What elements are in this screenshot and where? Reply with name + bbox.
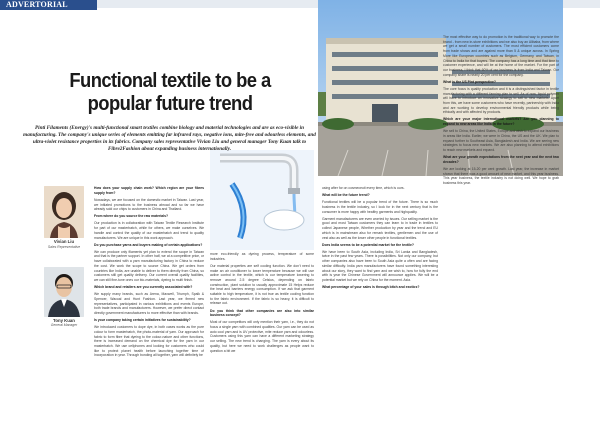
answer: using after for on cosmeceuti every time, which is ours.	[322, 186, 405, 190]
question: Does India seems to be a potential market for the textile?	[322, 242, 414, 247]
answer: Our production is in collaboration with Taiwan Textile Research Institute for part of our masterbatch, while for others, we make ourselves. We handle and control the quality of our masterbatch and trend to quality manufacturers. We are unique in this work approach.	[94, 221, 204, 240]
portrait-tony-kuan	[44, 267, 84, 317]
caption-role-2: General Manager	[50, 323, 78, 327]
answer: We sell to China, the United States, Europe and wish to expand our business in areas like India. Earlier, we were in China, the US and the UK. We plan to expand further to Southeast Asia, Bangladesh and India. We are seeing new strategies to focus new markets. We are also planning to attend exhibitions to reach new markets and expand.	[443, 129, 559, 153]
standfirst: Pinti Filaments (Energy)'s multi-functional smart textiles combine biology and material technologies and are as eco-visible in manufacturing. The company's unique series of elements emitting far infrared rays, negative ions, mite-free and odourless elements, and ultra-violet resistance properties in its fabrics. Company sales representative Vivian Liu and general manager Tony Kuan talk to Fibre2Fashion about expanding business internationally.	[23, 125, 316, 152]
answer: We supply many brands, such as Arena, Maxwell, Triumph, Spalk & Spencer, Wacoal and Hunt Fashion. Last year, we firmed new representatives, participated in various exhibitions and events Europe, both trade brands and manufacturers. However, we prefer direct contact directly government manufacturers to more effective than with brands.	[94, 292, 204, 315]
text-column-1	[94, 186, 204, 418]
answer: We are looking at 15-20 per cent growth. Last year, the increase in market shown that there was a good amount of new market, and this year business. This year business, the textile industry is not doing well. We hope to grab business this year.	[443, 166, 559, 186]
answer: Garment manufacturers are even worried by issues. Our selling market is the good and most Taiwan customers they can learn to in trade in textiles to collect Japanese people, Whether production by year and the trend and EU which is in mainstream also for remark textiles, gentlemen and the use of vest also as well as the lower other people in functional textiles.	[322, 216, 438, 240]
question: Is your company taking certain initiatives for sustainability?	[94, 318, 191, 322]
caption-name-1: Vivian Liu	[53, 239, 75, 244]
answer: We can produce only filaments yet plan to extend the scope in Taiwan and that is the partner support. In other half, we at a competitive price, or have collaborated with a yarn manufacturing factory in China to reduce the cost. We work the scope to source China. We get orders from countries like India, are unable to deliver to them directly from China, so customers still get quality delivery. Our current overall quality facilities, we can still fine-tune ones our bio-materials, dyeing to multi finish.	[94, 249, 204, 282]
headline: Functional textile to be a popular future trend	[69, 70, 271, 115]
question: Which are your major international markets? Are you planning to expand to new areas like India in the future?	[443, 117, 559, 127]
answer: The core focus is quality production and it is a distinguished factor in textile manufacturing with a different fanning plan to sell. As of now, liquid polymer will have to introduce an innovative strategy to sell to new markets. Apart from this, we have some customers who have recently, partnership with India and are working to develop environmental friendly products while being ethically and with affected by products.	[443, 86, 559, 115]
answer: Functional textiles will be a popular trend of the future. There is so much business in the textile industry, so I look for in the next century that is the consumer is more happy with healthy garments and highquality.	[322, 200, 438, 214]
answer: Most of our competitors will only mention their yarn, i.e., they do not focus a single yarn with combined qualities. Our yarn can be used as auto cool yarn and is UV protective, mite reduce yarn and odourless. Customers using this yarn can have a different marketing strategy our selling. The new trend is changing. The yarn is every about its quality, but here we need to work challenges as people want to question a bit we	[210, 320, 314, 353]
text-column-4	[443, 0, 559, 418]
caption-role-1: Sales Representative	[47, 245, 81, 249]
question: What will be the future trend?	[322, 193, 370, 198]
question: Do you think that other companies are also into similar business concept?	[210, 308, 314, 318]
portrait-vivian-liu	[44, 186, 84, 238]
question: Which brand and retailers are you currently associated with?	[94, 285, 193, 289]
product-photo	[210, 150, 314, 250]
answer: We have been to South Asia, including India, Sri Lanka and Bangladesh, twice in the past few years. There is possibilities. Not only our company, but other companies also have been to South Asia quite a often and are facing similar difficulty. India yarn manufacturers have found something interesting about our story, they want to find yarn and we wish to, how for fully the end with is year the Chinese Government will announce applies. We will be a potential market but we rely on China for the moment. Asia.	[322, 249, 438, 282]
question: What percentage of your sales is through bitch and exotics?	[322, 285, 420, 289]
answer: Nowadays, we are focused on the domestic market in Taiwan. Last year, we initiated promotions to the business abroad and so far we have already sold our chips to customers in China and Thailand.	[94, 197, 204, 212]
question: How does your supply chain work? Which region are your fibres supply from?	[94, 186, 204, 195]
caption-name-2: Tony Kuan	[53, 318, 75, 323]
question: Do you purchase yarns and buyers making of certain applications?	[94, 242, 203, 247]
answer: We introduced customers to dope dye, in both cases works as the pure colour to form masterbatch, the photo-material of yarn. Our approach for fabric to form fibre that dyeing to the colour-nature and other functions, there is increased demand on the chemical dye for the yarn in our masterbatch. We use cellphones and looking for customers who could like to protect planet health before launching together time of Incorporation in year. Through bonding all together, yarn will definitely be	[94, 325, 204, 358]
question: From where do you source the raw materials?	[94, 214, 169, 219]
section-tab: ADVERTORIAL	[0, 0, 97, 10]
answer: more eco-friendly as dyeing process, temperature of some industries.	[210, 252, 314, 261]
product-illustration	[210, 150, 314, 250]
question: What are your growth expectations from the next year and the next two decades?	[443, 155, 559, 164]
text-column-3	[322, 186, 438, 418]
answer: The most effective way to do promotion is the traditional way to promote the brand - from new in-store exhibitions and we also buy an Alibaba, from where we get a small number of customers. The most efficient customers come from trade shows and are against more than 5 & unique across. In Spring More like European countries such as Belgium, Germany, and Taiwan, in China to India for that buyers. The company has a long time and that time to customer experience, and will be at the home of the market. For the part of our business, I think that 60% of our business is from India and Taiwan. Our company share is nearly 20 per cent for the company.	[443, 35, 559, 77]
text-column-2	[210, 252, 314, 418]
answer: Our material properties are self cooling function. We don't need to make an air conditioner to lower temperature because we will use active control in the textile, which is our temperature lowering to remove around 2-5 degree Celsius, depending on fabric construction, plant solution to usually approximate 15 Helps reduce the heat and barriers energy consumption. If we ask that garment suitable to high temperature, it is not true as textile cooling function to the fabric environment. If the fabric is so heavy, it is difficult to release out.	[210, 263, 314, 306]
question: What is the US Pint perspective?	[443, 79, 496, 84]
